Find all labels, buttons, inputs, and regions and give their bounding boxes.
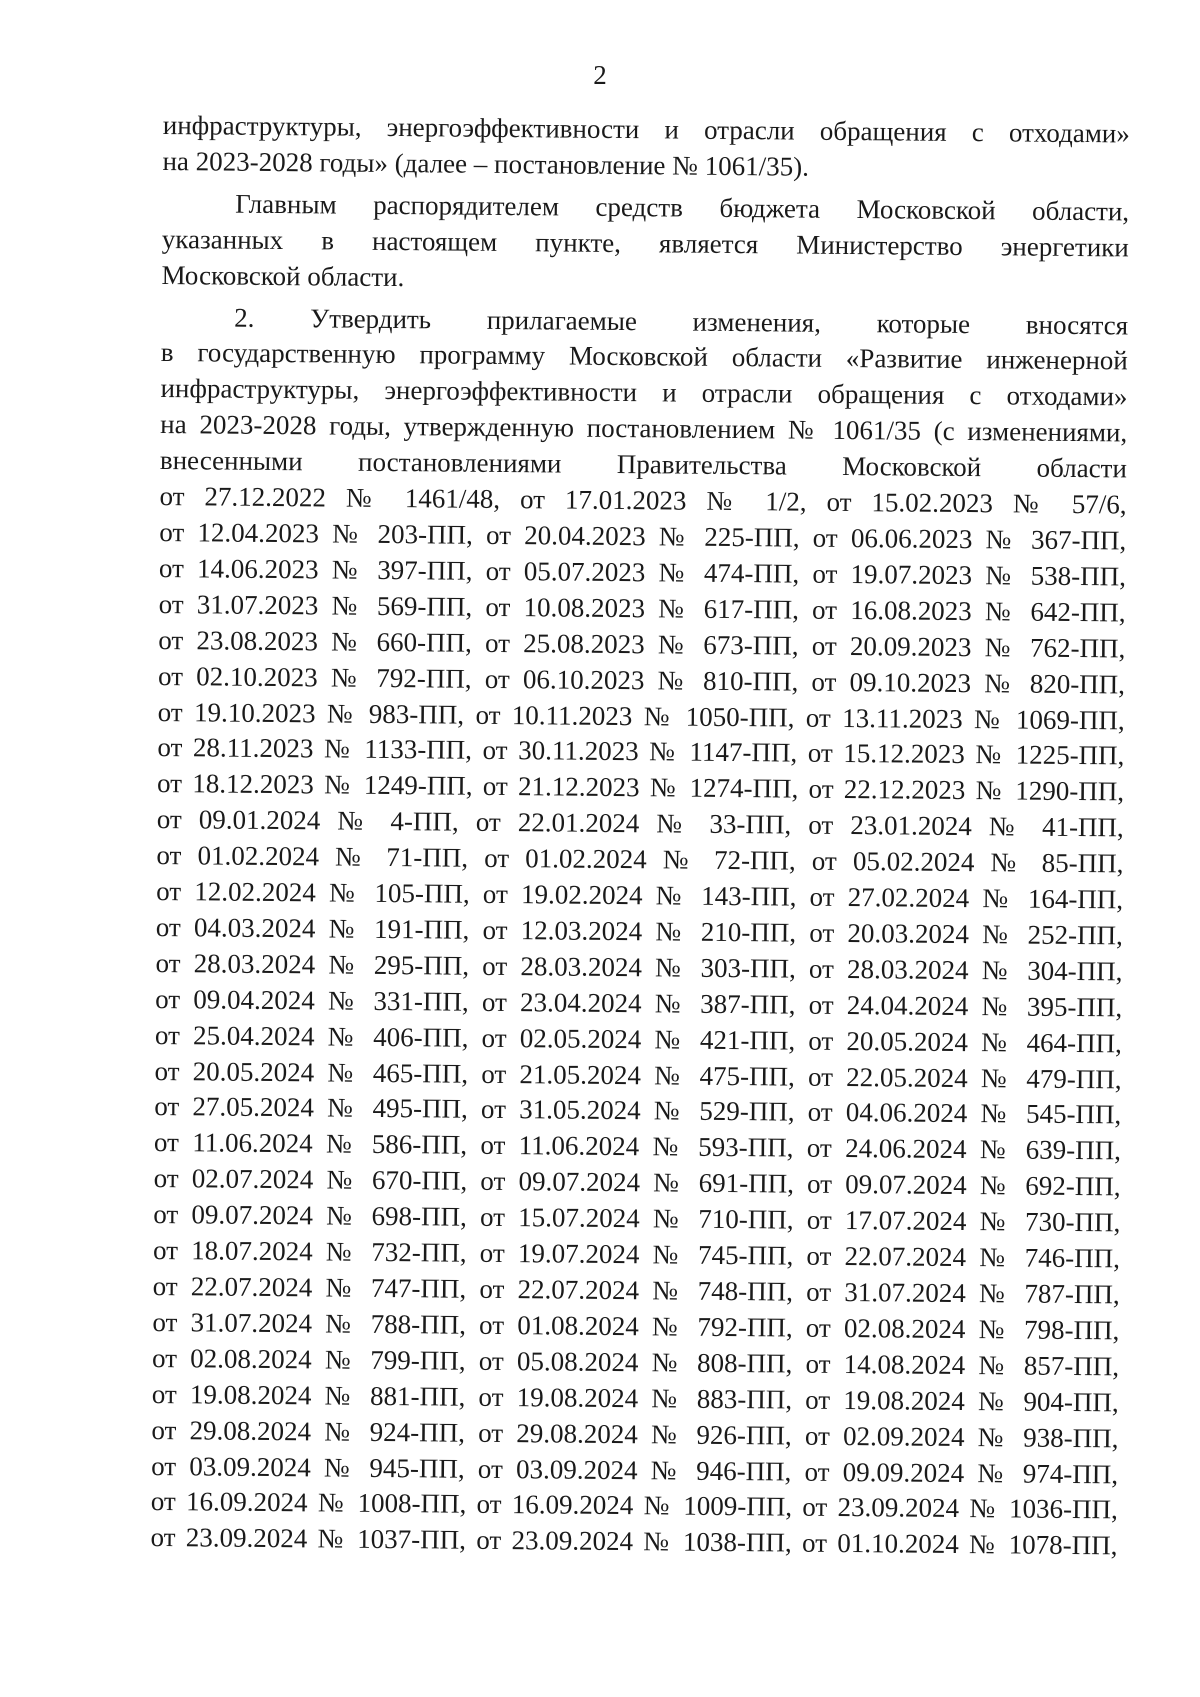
text-line: от 23.08.2023 № 660-ПП, от 25.08.2023 № 673-ПП, от 20.09.2023 № 762-ПП, — [158, 624, 1126, 664]
text-line: от 27.12.2022 № 1461/48, от 17.01.2023 № 1/2, от 15.02.2023 № 57/6, — [159, 481, 1127, 520]
text-line: от 18.07.2024 № 732-ПП, от 19.07.2024 № 745-ПП, от 22.07.2024 № 746-ПП, — [152, 1235, 1121, 1274]
text-line: инфраструктуры, энергоэффективности и отрасли обращения с отходами» — [162, 109, 1130, 149]
text-line: от 29.08.2024 № 924-ПП, от 29.08.2024 № 926-ПП, от 02.09.2024 № 938-ПП, — [151, 1414, 1119, 1454]
text-line: от 19.08.2024 № 881-ПП, от 19.08.2024 № 883-ПП, от 19.08.2024 № 904-ПП, — [151, 1378, 1119, 1418]
text-line: от 04.03.2024 № 191-ПП, от 12.03.2024 № 210-ПП, от 20.03.2024 № 252-ПП, — [155, 911, 1123, 951]
text-line: от 16.09.2024 № 1008-ПП, от 16.09.2024 № 1009-ПП, от 23.09.2024 № 1036-ПП, — [150, 1486, 1118, 1525]
paragraph — [150, 300, 1128, 1565]
text-line: от 31.07.2024 № 788-ПП, от 01.08.2024 № 792-ПП, от 02.08.2024 № 798-ПП, — [152, 1306, 1120, 1346]
text-line: от 19.10.2023 № 983-ПП, от 10.11.2023 № 1050-ПП, от 13.11.2023 № 1069-ПП, — [157, 696, 1125, 735]
text-line: от 22.07.2024 № 747-ПП, от 22.07.2024 № 748-ПП, от 31.07.2024 № 787-ПП, — [152, 1270, 1120, 1310]
page-number: 2 — [593, 60, 607, 90]
text-line: от 20.05.2024 № 465-ПП, от 21.05.2024 № 475-ПП, от 22.05.2024 № 479-ПП, — [154, 1055, 1122, 1094]
paragraph — [162, 108, 1130, 188]
text-line: от 31.07.2023 № 569-ПП, от 10.08.2023 № 617-ПП, от 16.08.2023 № 642-ПП, — [158, 588, 1126, 628]
document-body — [150, 108, 1130, 1565]
text-line: от 09.07.2024 № 698-ПП, от 15.07.2024 № 710-ПП, от 17.07.2024 № 730-ПП, — [153, 1199, 1121, 1238]
text-line: на 2023-2028 годы, утвержденную постановлением № 1061/35 (с изменениями, — [160, 409, 1128, 448]
text-line: внесенными постановлениями Правительства Московской области — [159, 445, 1128, 484]
text-line: от 02.10.2023 № 792-ПП, от 06.10.2023 № 810-ПП, от 09.10.2023 № 820-ПП, — [157, 660, 1126, 700]
text-line: на 2023-2028 годы» (далее – постановление № 1061/35). — [162, 145, 810, 182]
text-line: от 02.08.2024 № 799-ПП, от 05.08.2024 № 808-ПП, от 14.08.2024 № 857-ПП, — [151, 1342, 1120, 1382]
text-line: от 12.02.2024 № 105-ПП, от 19.02.2024 № 143-ПП, от 27.02.2024 № 164-ПП, — [156, 876, 1124, 915]
text-line: от 25.04.2024 № 406-ПП, от 02.05.2024 № 421-ПП, от 20.05.2024 № 464-ПП, — [154, 1019, 1123, 1059]
text-line: Московской области. — [161, 259, 405, 292]
text-line: инфраструктуры, энергоэффективности и отрасли обращения с отходами» — [160, 373, 1128, 412]
text-line: от 03.09.2024 № 945-ПП, от 03.09.2024 № 946-ПП, от 09.09.2024 № 974-ПП, — [151, 1450, 1119, 1489]
text-line: от 12.04.2023 № 203-ПП, от 20.04.2023 № 225-ПП, от 06.06.2023 № 367-ПП, — [159, 516, 1127, 556]
text-line: указанных в настоящем пункте, является Министерство энергетики — [161, 223, 1129, 263]
text-line: от 23.09.2024 № 1037-ПП, от 23.09.2024 № 1038-ПП, от 01.10.2024 № 1078-ПП, — [150, 1522, 1118, 1561]
text-line: от 27.05.2024 № 495-ПП, от 31.05.2024 № 529-ПП, от 04.06.2024 № 545-ПП, — [154, 1091, 1122, 1130]
text-line: от 02.07.2024 № 670-ПП, от 09.07.2024 № 691-ПП, от 09.07.2024 № 692-ПП, — [153, 1163, 1121, 1202]
text-line: 2. Утвердить прилагаемые изменения, которые вносятся — [234, 302, 1129, 340]
text-line: Главным распорядителем средств бюджета Московской области, — [235, 188, 1130, 227]
text-line: от 01.02.2024 № 71-ПП, от 01.02.2024 № 72-ПП, от 05.02.2024 № 85-ПП, — [156, 840, 1124, 879]
text-line: в государственную программу Московской области «Развитие инженерной — [160, 337, 1128, 376]
text-line: от 14.06.2023 № 397-ПП, от 05.07.2023 № 474-ПП, от 19.07.2023 № 538-ПП, — [158, 552, 1127, 592]
text-line: от 09.01.2024 № 4-ПП, от 22.01.2024 № 33-ПП, от 23.01.2024 № 41-ПП, — [156, 804, 1124, 843]
paragraph — [161, 186, 1129, 302]
text-line: от 09.04.2024 № 331-ПП, от 23.04.2024 № 387-ПП, от 24.04.2024 № 395-ПП, — [155, 983, 1123, 1023]
text-line: от 11.06.2024 № 586-ПП, от 11.06.2024 № 593-ПП, от 24.06.2024 № 639-ПП, — [153, 1127, 1122, 1166]
text-line: от 28.03.2024 № 295-ПП, от 28.03.2024 № 303-ПП, от 28.03.2024 № 304-ПП, — [155, 947, 1123, 987]
text-line: от 28.11.2023 № 1133-ПП, от 30.11.2023 № 1147-ПП, от 15.12.2023 № 1225-ПП, — [157, 732, 1125, 771]
text-line: от 18.12.2023 № 1249-ПП, от 21.12.2023 № 1274-ПП, от 22.12.2023 № 1290-ПП, — [156, 768, 1125, 807]
